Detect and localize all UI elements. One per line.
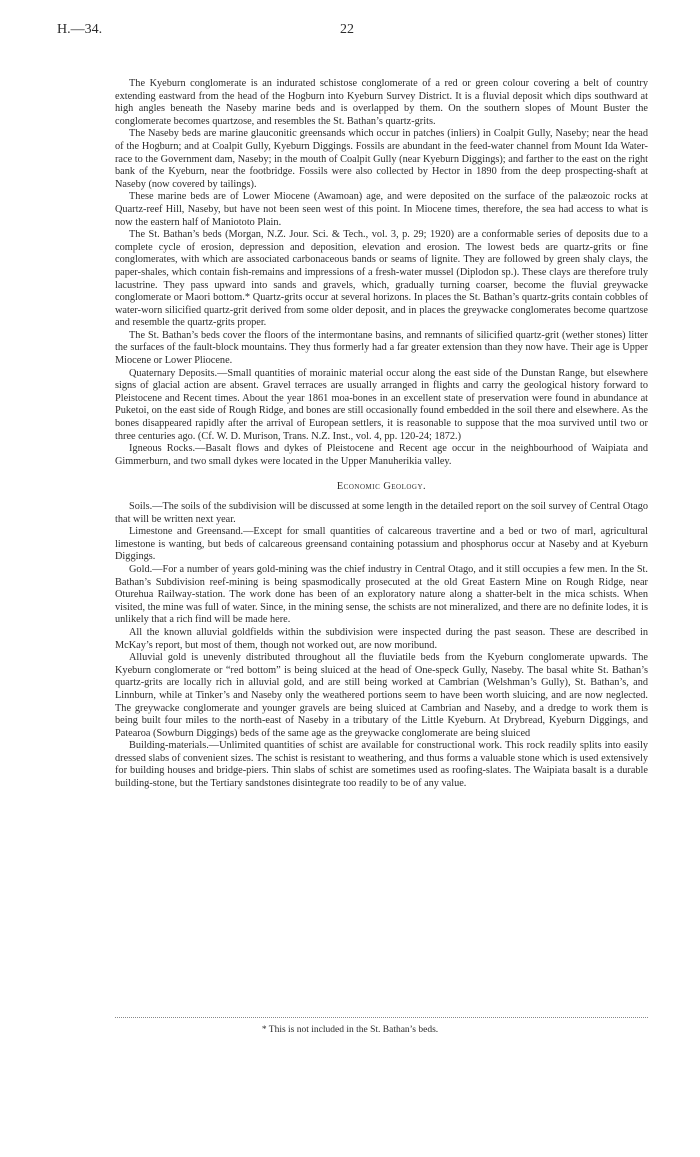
paragraph-kyeburn-conglomerate: The Kyeburn conglomerate is an indurated schistose conglomerate of a red or green colour covering a belt of country extending eastward from the head of the Hogburn into Kyeburn Survey District. It is a fluvial deposit which dips southward at high angles beneath the Naseby marine beds and is overlapped by them. On the southern slopes of Mount Buster the conglomerate becomes quartzose, and resembles the St. Bathan’s quartz-grits. [115, 78, 648, 127]
paragraph-intermontane-basins: The St. Bathan’s beds cover the floors of the intermontane basins, and remnants of silicified quartz-grit (wether stones) litter the surfaces of the fault-block mountains. They thus formerly had a far greater extension than they now have. Their age is Upper Miocene or Lower Pliocene. [115, 329, 648, 367]
paragraph-naseby-beds: The Naseby beds are marine glauconitic greensands which occur in patches (inliers) in Coalpit Gully, Naseby; near the head of the Hogburn; and at Coalpit Gully, Kyeburn Diggings. Fossils are abundant in the feed-water channel from Mount Ida Water-race to the Government dam, Naseby; in the mouth of Coalpit Gully (near Kyeburn Diggings); and farther to the east on the right bank of the Kyeburn, near the footbridge. Fossils were also collected by Hector in 1890 from the deep prospecting-shaft at Naseby (now covered by tailings). [115, 128, 648, 190]
footnote-divider [115, 1017, 648, 1018]
paragraph-building-materials: Building-materials.—Unlimited quantities of schist are available for constructional work. This rock readily splits into easily dressed slabs of convenient sizes. The schist is resistant to weathering, and thus forms a valuable stone which is used extensively for building houses and bridge-piers. Thin slabs of schist are sometimes used as roofing-slates. The Waipiata basalt is a durable building-stone, but the Tertiary sandstones disintegrate too readily to be of any value. [115, 740, 648, 790]
paragraph-marine-beds: These marine beds are of Lower Miocene (Awamoan) age, and were deposited on the surface of the palæozoic rocks at Quartz-reef Hill, Naseby, but have not been seen west of this point. In Miocene times, therefore, the sea had access to what is now the eastern half of Maniototo Plain. [115, 191, 648, 228]
paragraph-limestone-greensand: Limestone and Greensand.—Except for small quantities of calcareous travertine and a bed or two of marl, agricultural limestone is wanting, but beds of calcareous greensand containing potassium and phosphorus occur at Naseby and at Kyeburn Diggings. [115, 526, 648, 563]
paragraph-st-bathans-beds: The St. Bathan’s beds (Morgan, N.Z. Jour. Sci. & Tech., vol. 3, p. 29; 1920) are a conformable series of deposits due to a complete cycle of erosion, depression and deposition, elevation and erosion. The lowest beds are quartz-grits or fine conglomerates, with which are associated carbonaceous bands or seams of lignite. They are followed by green shaly clays, the paper-shales, which contain fish-remains and impressions of a fresh-water mussel (Diplodon sp.). These clays are therefore truly lacustrine. They pass upward into sands and gravels, which, gradually turning coarser, become the fluvial greywacke conglomerate or Maori bottom.* Quartz-grits occur at several horizons. In places the St. Bathan’s quartz-grits contain cobbles of water-worn silicified quartz-grit derived from some older deposit, and in places the greywacke conglomerates become quartzose and resemble the quartz-grits proper. [115, 229, 648, 329]
section-heading-economic-geology: Economic Geology. [336, 481, 427, 493]
paragraph-alluvial-goldfields: All the known alluvial goldfields within the subdivision were inspected during the past season. These are described in McKay’s report, but most of them, though not worked out, are now moribund. [115, 626, 648, 651]
page-reference: H.—34. [57, 22, 103, 37]
body-text [115, 78, 648, 791]
paragraph-soils: Soils.—The soils of the subdivision will be discussed at some length in the detailed report on the soil survey of Central Otago that will be written next year. [115, 501, 648, 525]
page-number: 22 [340, 22, 354, 37]
paragraph-quaternary-deposits: Quaternary Deposits.—Small quantities of morainic material occur along the east side of the Dunstan Range, but elsewhere signs of glacial action are absent. Gravel terraces are usually arranged in flights and carry the geological history forward to Pleistocene and Recent times. About the year 1861 moa-bones in an excellent state of preservation were found in abundance at Puketoi, on the east side of Rough Ridge, and bones are still occasionally found embedded in the soil there and elsewhere. As the bones disappeared rapidly after the arrival of European settlers, it is reasonable to suppose that the moa survived until two or three centuries ago. (Cf. W. D. Murison, Trans. N.Z. Inst., vol. 4, pp. 120-24; 1872.) [115, 367, 648, 442]
footnote: * This is not included in the St. Bathan’s beds. [261, 1025, 439, 1035]
paragraph-alluvial-gold: Alluvial gold is unevenly distributed throughout all the fluviatile beds from the Kyeburn conglomerate upwards. The Kyeburn conglomerate or “red bottom” is being sluiced at the head of One-speck Gully, Naseby. The basal white St. Bathan’s quartz-grits are locally rich in alluvial gold, and are still being worked at Cambrian (Welshman’s Gully), St. Bathan’s, and Linnburn, while at Tinker’s and Naseby only the weathered portions seem to have been worth sluicing, and are now neglected. The greywacke conglomerate and younger gravels are being sluiced at Cambrian and Naseby, and a dredge to work them is being built four miles to the north-east of Naseby in a tributary of the Little Kyeburn. At Drybread, Kyeburn Diggings, and Patearoa (Sowburn Diggings) beds of the same age as the greywacke conglomerate are being sluiced [115, 652, 648, 739]
paragraph-gold: Gold.—For a number of years gold-mining was the chief industry in Central Otago, and it still occupies a few men. In the St. Bathan’s Subdivision reef-mining is being spasmodically prosecuted at the old Great Eastern Mine on Rough Ridge, near Oturehua Railway-station. The work done has been of an exploratory nature along a shatter-belt in the mica schists. When visited, the mine was full of water. Since, in the mining sense, the schists are not mineralized, and there are no definite lodes, it is unlikely that a rich find will be made here. [115, 563, 648, 626]
paragraph-igneous-rocks: Igneous Rocks.—Basalt flows and dykes of Pleistocene and Recent age occur in the neighbourhood of Waipiata and Gimmerburn, and two small dykes were located in the Upper Manuherikia valley. [115, 443, 648, 467]
